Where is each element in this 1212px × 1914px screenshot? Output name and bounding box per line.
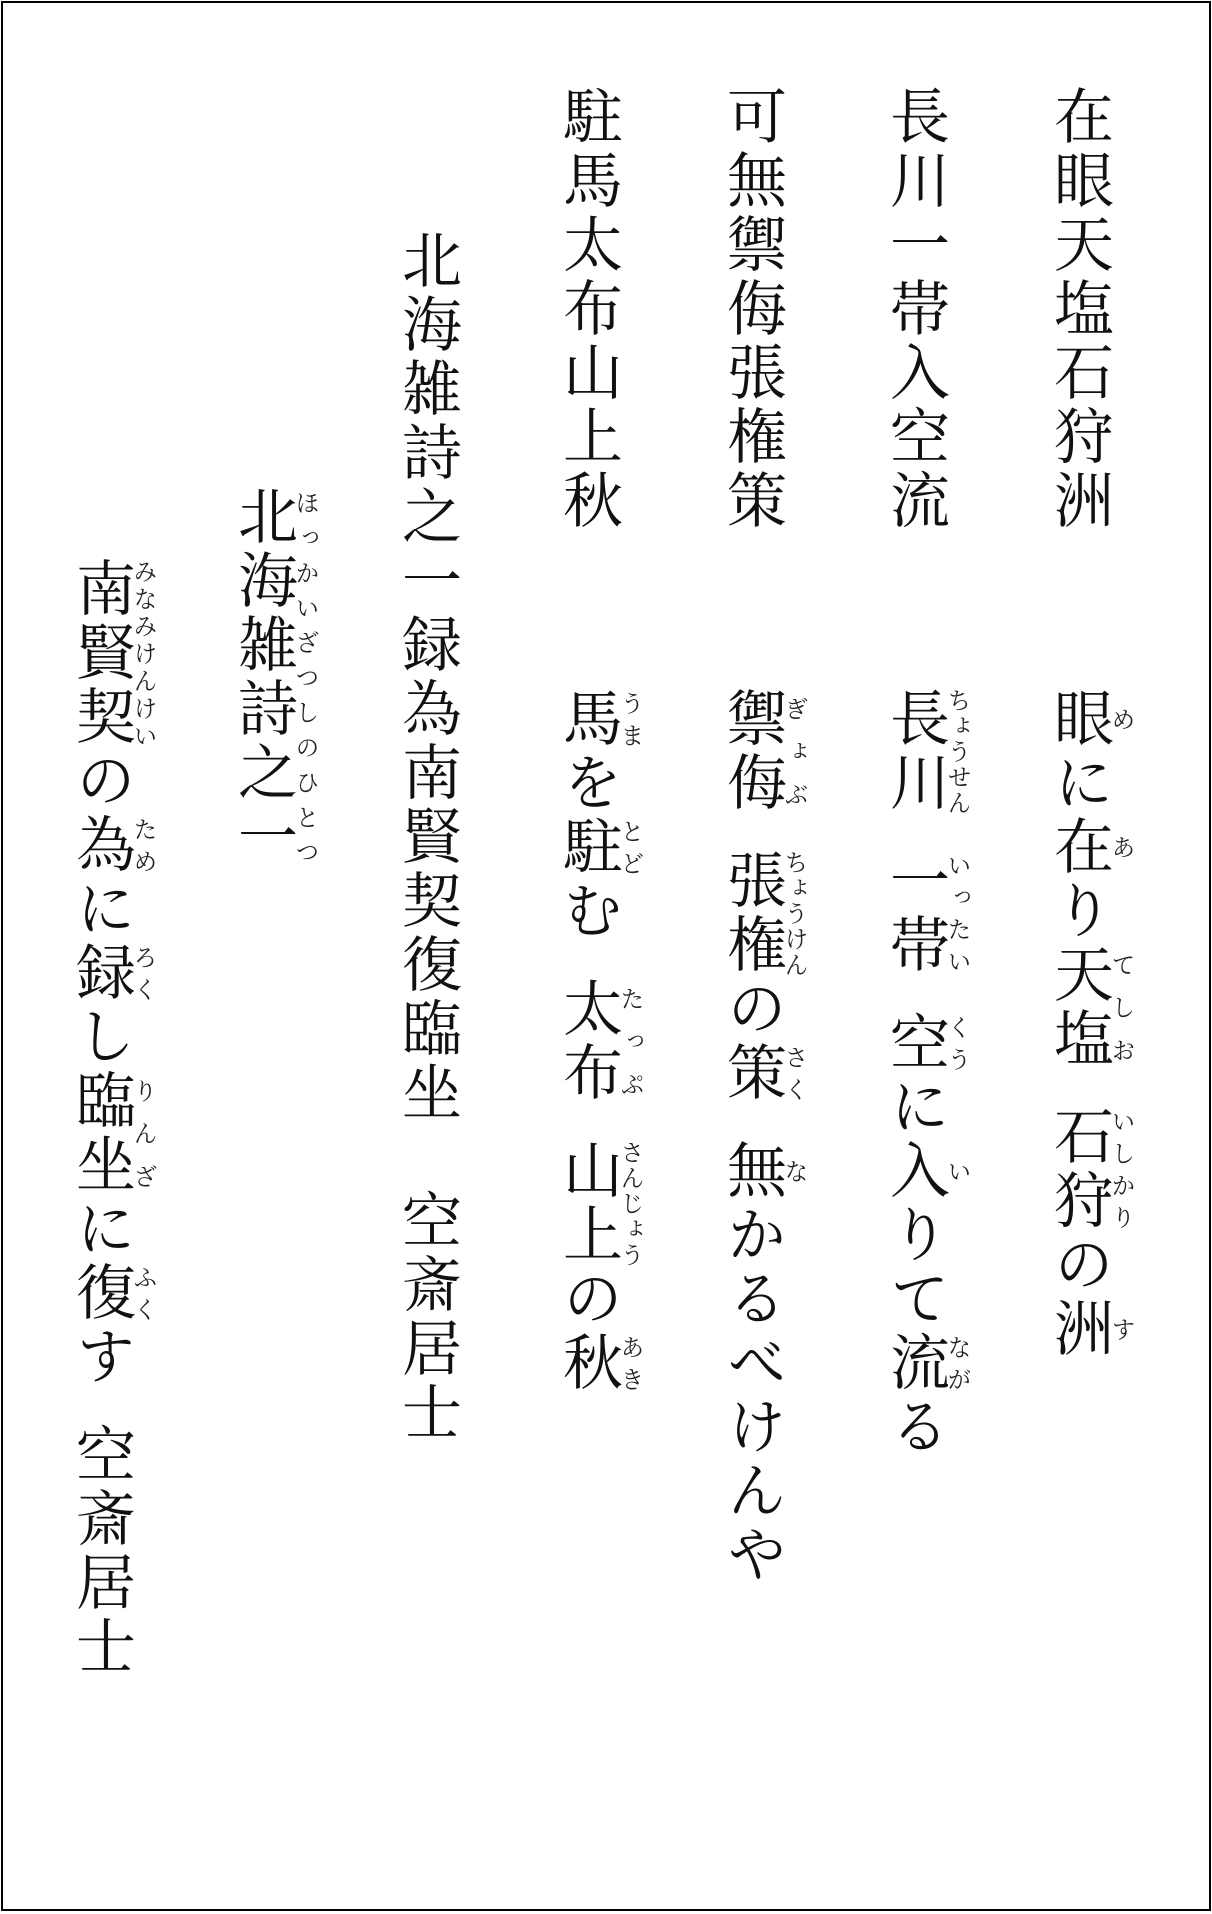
okurigana: む — [553, 879, 623, 943]
furigana: あ — [1107, 815, 1135, 879]
furigana: たっぷ — [616, 977, 644, 1105]
phrase-gap — [1079, 1071, 1080, 1105]
kundoku-line-3 — [717, 687, 808, 1587]
kundoku-phrase — [553, 687, 644, 943]
ruby-word: 眼め — [1044, 687, 1135, 751]
kundoku-phrase — [553, 1139, 644, 1395]
furigana: とど — [616, 815, 644, 879]
kundoku-phrase — [717, 1139, 808, 1587]
kundoku-phrase — [880, 1011, 971, 1459]
furigana: め — [1107, 687, 1135, 751]
ruby-word: 入い — [880, 1139, 971, 1203]
ruby-word: 秋あき — [553, 1331, 644, 1395]
ruby-word: 天塩てしお — [1044, 943, 1135, 1071]
phrase-gap — [101, 1389, 102, 1423]
okurigana: に — [66, 1197, 136, 1261]
phrase-gap — [915, 815, 916, 849]
kanbun-line-3: 可無禦侮張権策 — [717, 85, 787, 533]
ruby-word: 洲す — [1044, 1297, 1135, 1361]
furigana: ぎょぶ — [780, 687, 808, 815]
kanbun-line-2: 長川一帯入空流 — [880, 85, 950, 533]
furigana: ちょうけん — [780, 849, 808, 977]
okurigana: に — [1044, 751, 1114, 815]
furigana: なが — [943, 1331, 971, 1395]
furigana: みなみけんけい — [129, 557, 157, 749]
okurigana: りて — [880, 1203, 950, 1331]
furigana: ふく — [129, 1261, 157, 1325]
title-ruby: 北海雑詩之一ほっかいざつしのひとつ — [228, 485, 319, 869]
furigana: な — [780, 1139, 808, 1203]
okurigana: の — [1044, 1233, 1114, 1297]
kundoku-phrase — [553, 977, 644, 1105]
kundoku-phrase — [1044, 687, 1135, 1071]
okurigana: る — [880, 1395, 950, 1459]
furigana: うま — [616, 687, 644, 751]
phrase-gap — [588, 943, 589, 977]
phrase-gap — [752, 815, 753, 849]
furigana: いしかり — [1107, 1105, 1135, 1233]
furigana: あき — [616, 1331, 644, 1395]
okurigana: の — [66, 749, 136, 813]
furigana: ろく — [129, 941, 157, 1005]
ruby-word: 臨坐りんざ — [66, 1069, 157, 1197]
okurigana: の — [553, 1267, 623, 1331]
document-page — [1, 1, 1211, 1911]
furigana: くう — [943, 1011, 971, 1075]
kundoku-signature — [66, 557, 157, 1679]
kundoku-phrase — [717, 687, 808, 815]
kanbun-line-5: 北海雑詩之一録為南賢契復臨坐 空斎居士 — [392, 229, 462, 1445]
ruby-word: 駐とど — [553, 815, 644, 879]
okurigana: に — [880, 1075, 950, 1139]
okurigana: かるべけんや — [717, 1203, 787, 1587]
ruby-word: 石狩いしかり — [1044, 1105, 1135, 1233]
okurigana: し — [66, 1005, 136, 1069]
kundoku-title — [228, 485, 319, 869]
ruby-word: 禦侮ぎょぶ — [717, 687, 808, 815]
ruby-word: 馬うま — [553, 687, 644, 751]
phrase-gap — [915, 977, 916, 1011]
okurigana: を — [553, 751, 623, 815]
furigana: さんじょう — [616, 1139, 644, 1267]
furigana: ちょうせん — [943, 687, 971, 815]
ruby-word: 長川ちょうせん — [880, 687, 971, 815]
kanbun-line-4: 駐馬太布山上秋 — [553, 85, 623, 533]
ruby-word: 一帯いったい — [880, 849, 971, 977]
kundoku-line-4 — [553, 687, 644, 1395]
kundoku-line-1 — [1044, 687, 1135, 1361]
furigana: さく — [780, 1041, 808, 1105]
phrase-gap — [588, 1105, 589, 1139]
okurigana: す — [66, 1325, 136, 1389]
ruby-word: 南賢契みなみけんけい — [66, 557, 157, 749]
ruby-word: 太布たっぷ — [553, 977, 644, 1105]
kundoku-phrase — [66, 557, 157, 1389]
kundoku-line-2 — [880, 687, 971, 1459]
ruby-word: 流なが — [880, 1331, 971, 1395]
furigana: りんざ — [129, 1069, 157, 1197]
okurigana: に — [66, 877, 136, 941]
furigana: す — [1107, 1297, 1135, 1361]
furigana: い — [943, 1139, 971, 1203]
ruby-word: 張権ちょうけん — [717, 849, 808, 977]
ruby-word: 無な — [717, 1139, 808, 1203]
okurigana: り — [1044, 879, 1114, 943]
kundoku-phrase — [1044, 1105, 1135, 1361]
kanbun-line-1: 在眼天塩石狩洲 — [1044, 85, 1114, 533]
kundoku-phrase — [880, 687, 971, 815]
okurigana: 空斎居士 — [66, 1423, 136, 1679]
ruby-word: 空くう — [880, 1011, 971, 1075]
furigana: ため — [129, 813, 157, 877]
ruby-word: 為ため — [66, 813, 157, 877]
furigana: いったい — [943, 849, 971, 977]
ruby-word: 在あ — [1044, 815, 1135, 879]
kundoku-phrase — [717, 849, 808, 1105]
ruby-word: 録ろく — [66, 941, 157, 1005]
phrase-gap — [752, 1105, 753, 1139]
ruby-word: 山上さんじょう — [553, 1139, 644, 1267]
okurigana: の — [717, 977, 787, 1041]
ruby-word: 復ふく — [66, 1261, 157, 1325]
furigana: てしお — [1107, 943, 1135, 1071]
kundoku-phrase — [66, 1423, 136, 1679]
ruby-word: 策さく — [717, 1041, 808, 1105]
kundoku-phrase — [880, 849, 971, 977]
